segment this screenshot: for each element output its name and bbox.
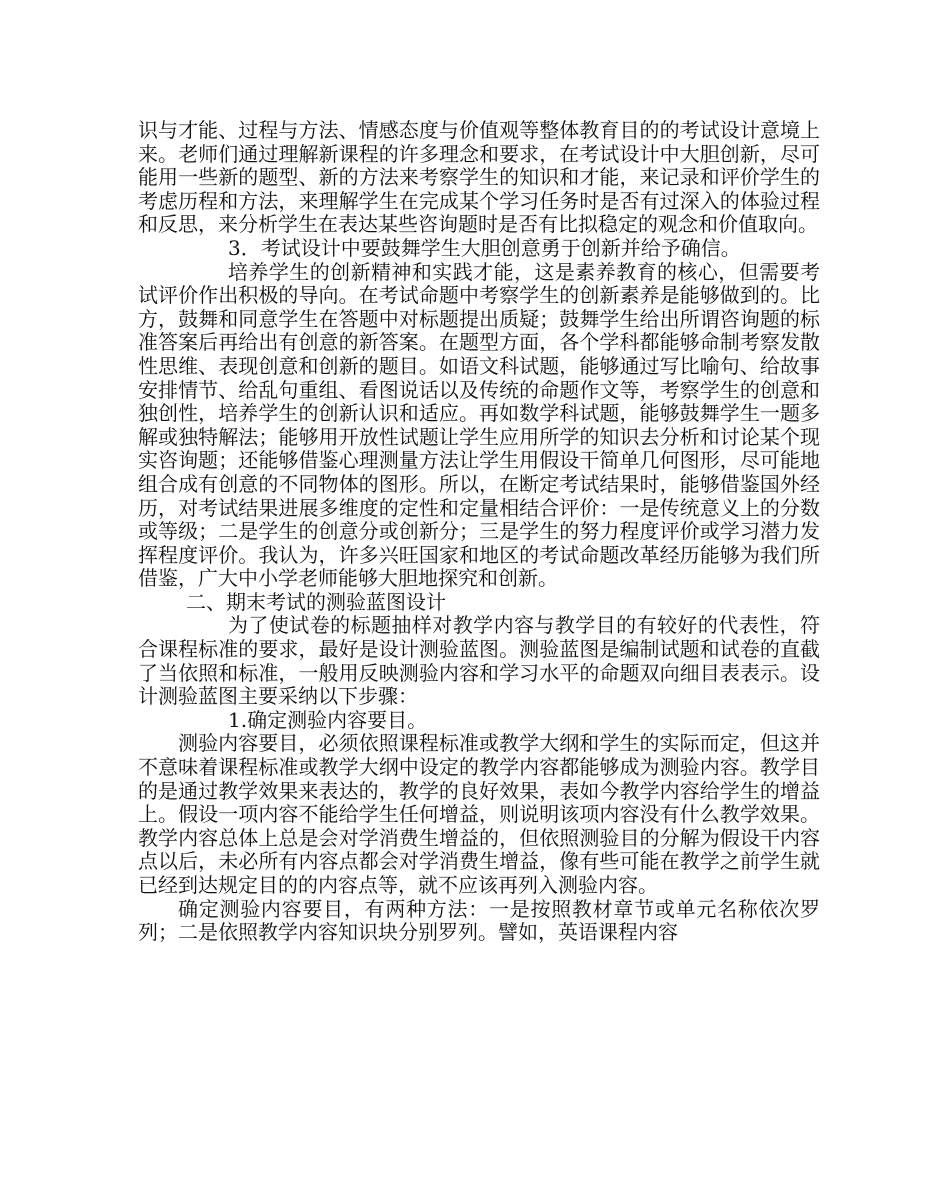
paragraph-innovation: 培养学生的创新精神和实践才能，这是素养教育的核心，但需要考试评价作出积极的导向。在考试命题中考察学生的创新素养是能够做到的。比方，鼓舞和同意学生在答题中对标题提出质疑；鼓舞学生给出所谓咨询题的标准答案后再给出有创意的新答案。在题型方面，各个学科都能够命制考察发散性思维、表现创意和创新的题目。如语文科试题，能够通过写比喻句、给故事安排情节、给乱句重组、看图说话以及传统的命题作文等，考察学生的创意和独创性，培养学生的创新认识和适应。再如数学科试题，能够鼓舞学生一题多解或独特解法；能够用开放性试题让学生应用所学的知识去分析和讨论某个现实咨询题；还能够借鉴心理测量方法让学生用假设干简单几何图形，尽可能地组合成有创意的不同物体的图形。所以，在断定考试结果时，能够借鉴国外经历，对考试结果进展多维度的定性和定量相结合评价：一是传统意义上的分数或等级；二是学生的创意分或创新分；三是学生的努力程度评价或学习潜力发挥程度评价。我认为，许多兴旺国家和地区的考试命题改革经历能够为我们所借鉴，广大中小学老师能够大胆地探究和创新。	[138, 259, 820, 591]
paragraph-step-1-heading: 1.确定测验内容要目。	[228, 707, 428, 732]
section-heading-blueprint: 二、期末考试的测验蓝图设计	[186, 589, 446, 614]
paragraph-methods: 确定测验内容要目，有两种方法：一是按照教材章节或单元名称依次罗列；二是依照教学内容知识块分别罗列。譬如，英语课程内容	[138, 896, 820, 945]
paragraph-point-3-heading: 3．考试设计中要鼓舞学生大胆创意勇于创新并给予确信。	[228, 235, 741, 260]
document-body	[138, 119, 820, 945]
paragraph-blueprint-intro: 为了使试卷的标题抽样对教学内容与教学目的有较好的代表性，符合课程标准的要求，最好是设计测验蓝图。测验蓝图是编制试题和试卷的直截了当依照和标准，一般用反映测验内容和学习水平的命题双向细目表表示。设计测验蓝图主要采纳以下步骤：	[138, 613, 820, 709]
paragraph-content-outline: 测验内容要目，必须依照课程标准或教学大纲和学生的实际而定，但这并不意味着课程标准或教学大纲中设定的教学内容都能够成为测验内容。教学目的是通过教学效果来表达的，教学的良好效果，表如今教学内容给学生的增益上。假设一项内容不能给学生任何增益，则说明该项内容没有什么教学效果。教学内容总体上总是会对学消费生增益的，但依照测验目的分解为假设干内容点以后，未必所有内容点都会对学消费生增益，像有些可能在教学之前学生就已经到达规定目的的内容点等，就不应该再列入测验内容。	[138, 731, 820, 897]
paragraph-continuation: 识与才能、过程与方法、情感态度与价值观等整体教育目的的考试设计意境上来。老师们通过理解新课程的许多理念和要求，在考试设计中大胆创新，尽可能用一些新的题型、新的方法来考察学生的知识和才能，来记录和评价学生的考虑历程和方法，来理解学生在完成某个学习任务时是否有过深入的体验过程和反思，来分析学生在表达某些咨询题时是否有比拟稳定的观念和价值取向。	[138, 118, 820, 237]
